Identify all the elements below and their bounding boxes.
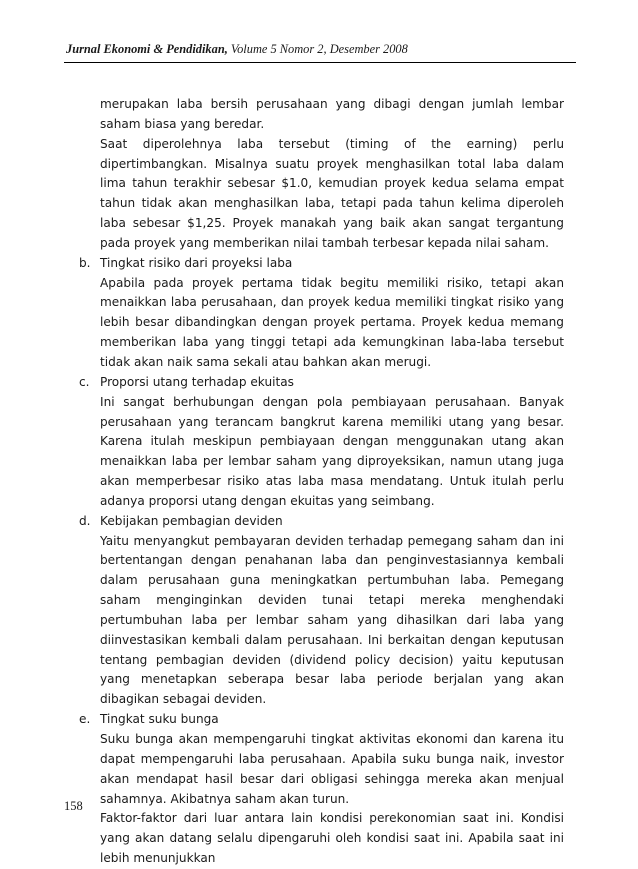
list-item-e (79, 710, 564, 869)
list-item-title: Tingkat risiko dari proyeksi laba (100, 255, 293, 270)
list-item-title: Proporsi utang terhadap ekuitas (100, 374, 294, 389)
list-marker: c. (79, 374, 90, 389)
list-item-title: Tingkat suku bunga (100, 712, 219, 727)
list-item-b (79, 254, 564, 373)
continued-paragraph-2: Saat diperolehnya laba tersebut (timing of the earning) perlu dipertimbangkan. Misalnya suatu proyek menghasilkan total laba dalam lima tahun terakhir sebesar $1.0, kemudian proyek kedua selama empat tahun tidak akan menghasilkan laba, tetapi pada tahun kelima diperoleh laba sebesar $1,25. Proyek manakah yang baik akan sangat tergantung pada proyek yang memberikan nilai tambah terbesar kepada nilai saham. (100, 136, 564, 250)
list-item-c (79, 373, 564, 512)
running-header (66, 42, 574, 57)
header-rule (64, 62, 576, 63)
list-marker: b. (79, 255, 91, 270)
list-item-paragraph: Yaitu menyangkut pembayaran deviden terhadap pemegang saham dan ini bertentangan dengan penahanan laba dan penginvestasiannya kembali dalam perusahaan guna meningkatkan pertumbuhan laba. Pemegang saham menginginkan deviden tunai tetapi mereka menghendaki pertumbuhan laba per lembar saham yang dihasilkan dari laba yang diinvestasikan kembali dalam perusahaan. Ini berkaitan dengan keputusan tentang pembagian deviden (dividend policy decision) yaitu keputusan yang menetapkan seberapa besar laba periode berjalan yang akan dibagikan sebagai deviden. (100, 533, 564, 707)
body-text (79, 95, 564, 869)
page-number: 158 (64, 799, 83, 813)
list-marker: e. (79, 712, 91, 727)
list-item-paragraph: Ini sangat berhubungan dengan pola pembiayaan perusahaan. Banyak perusahaan yang terancam bangkrut karena memiliki utang yang besar. Karena itulah meskipun pembiayaan dengan menggunakan utang akan menaikkan laba per lembar saham yang diproyeksikan, namun utang juga akan memperbesar risiko atas laba masa mendatang. Untuk itulah perlu adanya proporsi utang dengan ekuitas yang seimbang. (100, 394, 564, 508)
journal-issue: Volume 5 Nomor 2, Desember 2008 (227, 42, 408, 56)
list-item-paragraph: Suku bunga akan mempengaruhi tingkat aktivitas ekonomi dan karena itu dapat mempengaruhi laba perusahaan. Apabila suku bunga naik, investor akan mendapat hasil besar dari obligasi sehingga mereka akan menjual sahamnya. Akibatnya saham akan turun. (100, 732, 564, 806)
list-item-paragraph: Apabila pada proyek pertama tidak begitu memiliki risiko, tetapi akan menaikkan laba perusahaan, dan proyek kedua memiliki tingkat risiko yang lebih besar dibandingkan dengan proyek pertama. Proyek kedua memang memberikan laba yang tinggi tetapi ada kemungkinan laba-laba tersebut tidak akan naik sama sekali atau bahkan akan merugi. (100, 275, 564, 369)
list-item-d (79, 512, 564, 710)
continued-paragraph-1: merupakan laba bersih perusahaan yang dibagi dengan jumlah lembar saham biasa yang beredar. (100, 97, 564, 131)
list-marker: d. (79, 513, 91, 528)
list-item-title: Kebijakan pembagian deviden (100, 513, 283, 528)
journal-name: Jurnal Ekonomi & Pendidikan, (66, 42, 228, 56)
list-item-paragraph: Faktor-faktor dari luar antara lain kondisi perekonomian saat ini. Kondisi yang akan datang selalu dipengaruhi oleh kondisi saat ini. Apabila saat ini lebih menunjukkan (100, 811, 564, 866)
